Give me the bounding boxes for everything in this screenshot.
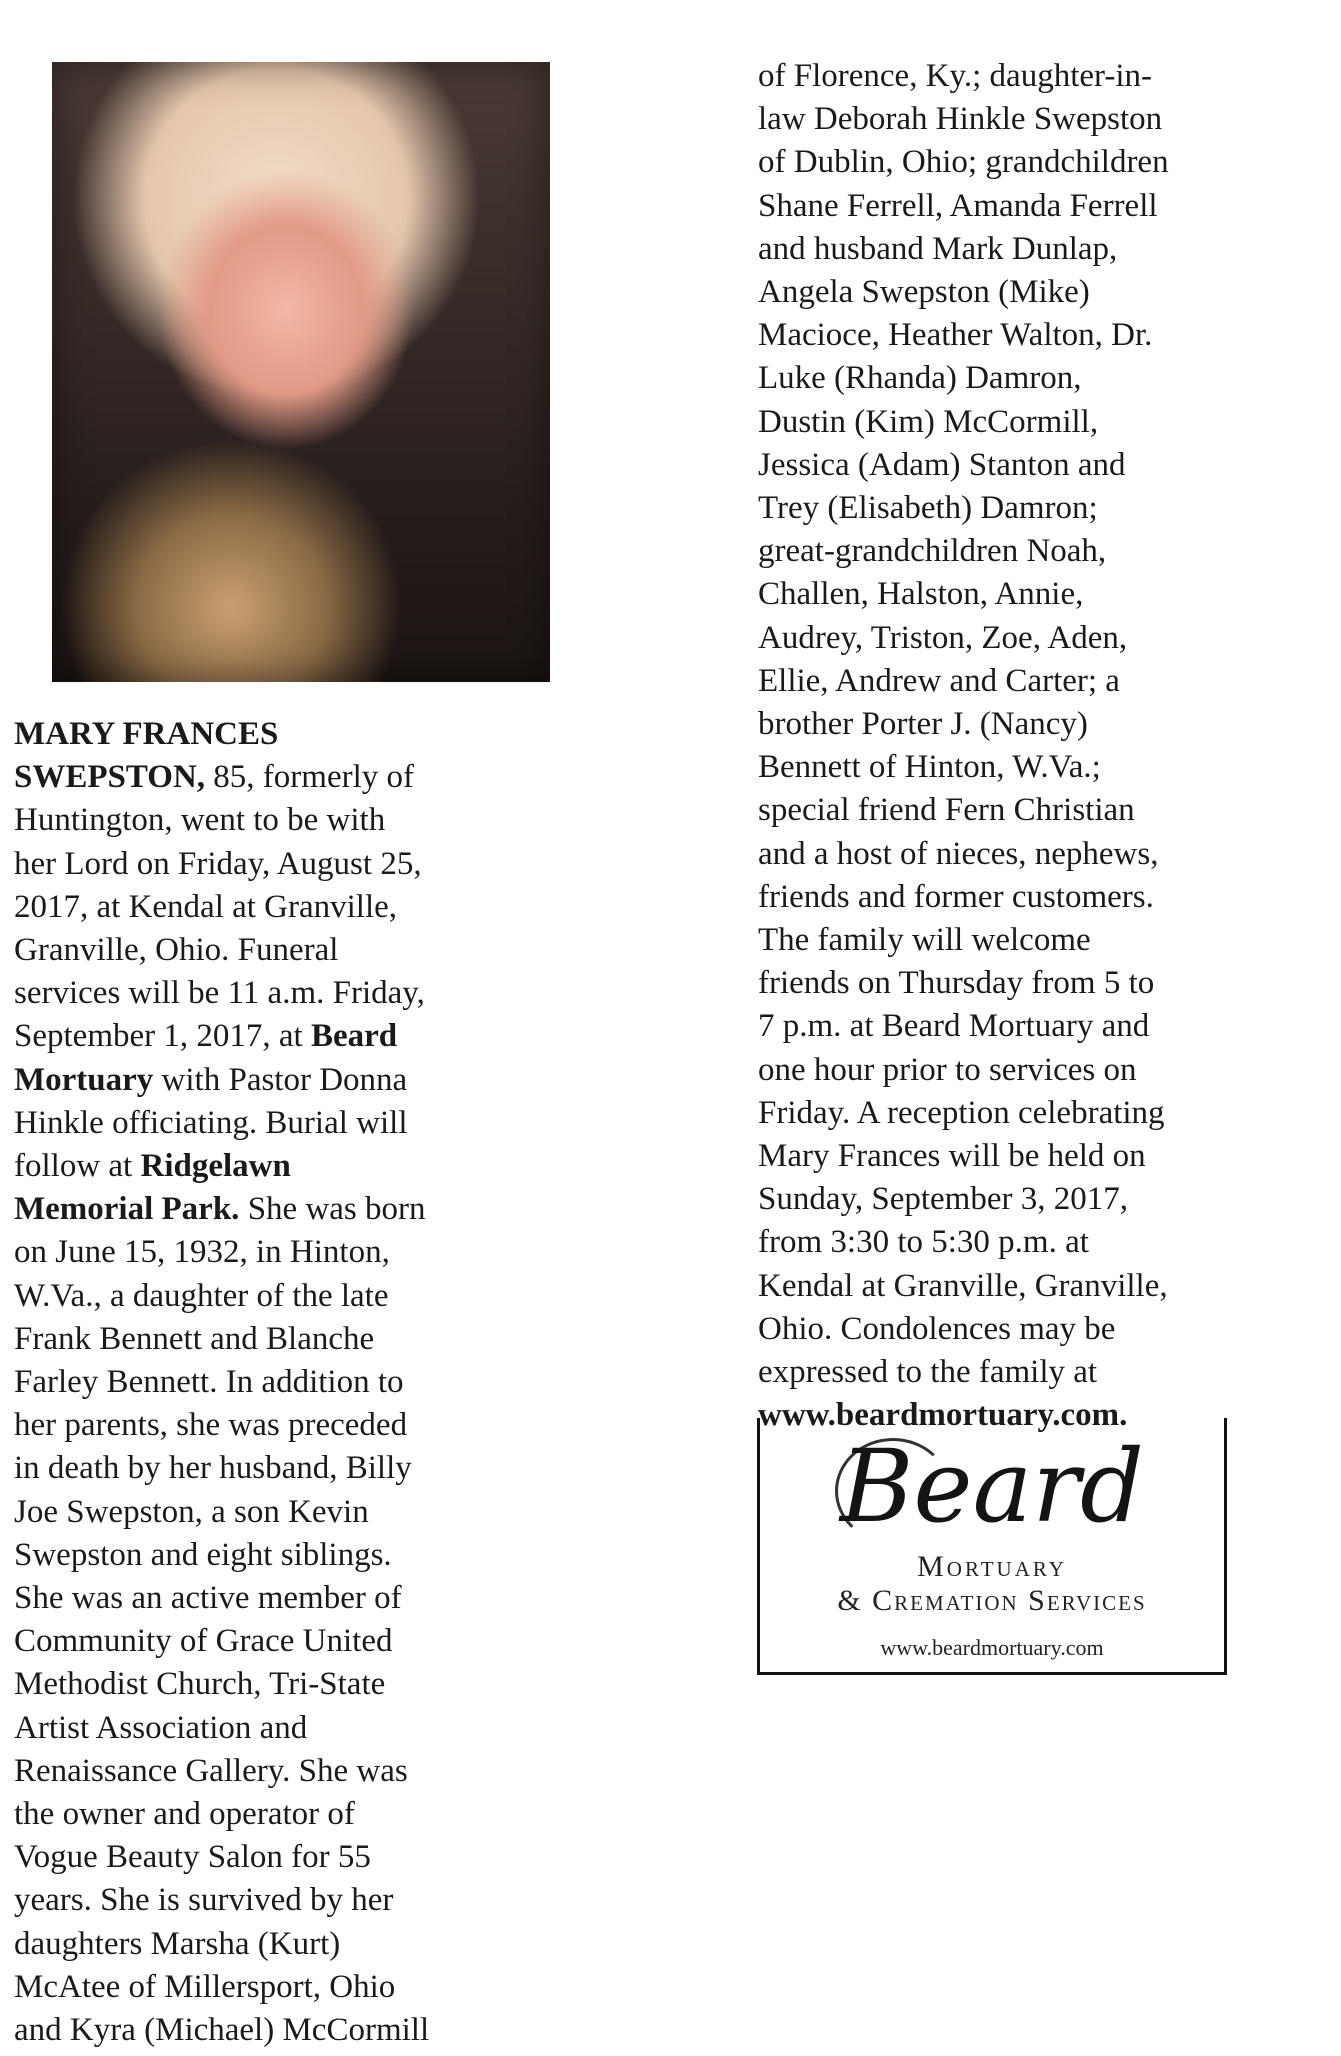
website-link-text: www.beardmortuary.com. [758, 1397, 1128, 1434]
obituary-line: the owner and operator of [14, 1796, 355, 1833]
obituary-line: Swepston and eight siblings. [14, 1536, 392, 1573]
obituary-left-column [14, 713, 494, 2052]
obituary-line: Joe Swepston, a son Kevin [14, 1493, 369, 1530]
obituary-line: great-grandchildren Noah, [758, 533, 1107, 570]
obituary-line: of Florence, Ky.; daughter-in- [758, 58, 1152, 94]
obituary-line: and a host of nieces, nephews, [758, 835, 1159, 872]
obituary-line: 2017, at Kendal at Granville, [14, 888, 398, 925]
obituary-line: McAtee of Millersport, Ohio [14, 1968, 396, 2005]
line-text: with Pastor Donna [153, 1061, 408, 1098]
ad-line-cremation: & Cremation Services [837, 1584, 1147, 1617]
obituary-line: on June 15, 1932, in Hinton, [14, 1234, 390, 1271]
obituary-line: Renaissance Gallery. She was [14, 1752, 408, 1789]
obituary-line: Friday. A reception celebrating [758, 1094, 1165, 1131]
obituary-line: Hinkle officiating. Burial will [14, 1104, 408, 1141]
obituary-line: friends and former customers. [758, 878, 1154, 915]
obituary-line: Macioce, Heather Walton, Dr. [758, 317, 1153, 354]
obituary-line: in death by her husband, Billy [14, 1450, 412, 1487]
line-text: follow at [14, 1148, 141, 1185]
bold-text: Memorial Park. [14, 1191, 240, 1228]
obituary-line: Shane Ferrell, Amanda Ferrell [758, 187, 1158, 224]
obituary-line: of Dublin, Ohio; grandchildren [758, 144, 1169, 181]
line-text: September 1, 2017, at [14, 1018, 311, 1055]
mortuary-ad [757, 1418, 1227, 1675]
obituary-line: Angela Swepston (Mike) [758, 274, 1090, 311]
obituary-line: her Lord on Friday, August 25, [14, 845, 422, 882]
obituary-line [14, 1015, 494, 1058]
obituary-line: Ellie, Andrew and Carter; a [758, 662, 1120, 699]
obituary-line: The family will welcome [758, 922, 1091, 959]
bold-text: SWEPSTON, [14, 759, 206, 796]
obituary-line: Farley Bennett. In addition to [14, 1364, 404, 1401]
portrait-photo [52, 62, 550, 682]
obituary-line: Vogue Beauty Salon for 55 [14, 1839, 371, 1876]
bold-text: Beard [310, 1018, 398, 1055]
obituary-line: Artist Association and [14, 1709, 308, 1746]
obituary-line: brother Porter J. (Nancy) [758, 706, 1088, 743]
obituary-line: Audrey, Triston, Zoe, Aden, [758, 619, 1128, 656]
obituary-line: years. She is survived by her [14, 1882, 394, 1919]
obituary-line: expressed to the family at [758, 1354, 1098, 1391]
obituary-line: Dustin (Kim) McCormill, [758, 403, 1099, 440]
obituary-line: 7 p.m. at Beard Mortuary and [758, 1008, 1150, 1045]
obituary-line [14, 1059, 494, 1102]
mortuary-logo: Beard [839, 1428, 1145, 1545]
obituary-line: special friend Fern Christian [758, 792, 1135, 829]
obituary-line: Luke (Rhanda) Damron, [758, 360, 1082, 397]
obituary-line: Sunday, September 3, 2017, [758, 1181, 1128, 1218]
obituary-line: one hour prior to services on [758, 1051, 1137, 1088]
obituary-line: Trey (Elisabeth) Damron; [758, 490, 1098, 527]
line-text: She was born [239, 1191, 426, 1228]
bold-text: Ridgelawn [140, 1148, 291, 1185]
obituary-line: daughters Marsha (Kurt) [14, 1925, 341, 1962]
obituary-line: W.Va., a daughter of the late [14, 1277, 389, 1314]
obituary-line: and Kyra (Michael) McCormill [14, 2012, 430, 2049]
obituary-line: Mary Frances will be held on [758, 1138, 1146, 1175]
obituary-line: She was an active member of [14, 1580, 402, 1617]
ad-line-mortuary: Mortuary [917, 1550, 1067, 1583]
obituary-right-column [758, 55, 1238, 1438]
obituary-line: Methodist Church, Tri-State [14, 1666, 386, 1703]
obituary-line: from 3:30 to 5:30 p.m. at [758, 1224, 1089, 1261]
obituary-line: and husband Mark Dunlap, [758, 230, 1118, 267]
ad-website: www.beardmortuary.com [880, 1635, 1104, 1660]
obituary-line: Ohio. Condolences may be [758, 1310, 1116, 1347]
obituary-line: law Deborah Hinkle Swepston [758, 101, 1163, 138]
obituary-line: Jessica (Adam) Stanton and [758, 446, 1126, 483]
obituary-line [14, 756, 494, 799]
deceased-name: MARY FRANCES [14, 716, 279, 752]
obituary-line: Kendal at Granville, Granville, [758, 1267, 1168, 1304]
obituary-line: services will be 11 a.m. Friday, [14, 975, 425, 1012]
obituary-line [14, 1188, 494, 1231]
bold-text: Mortuary [14, 1061, 154, 1098]
obituary-line: Community of Grace United [14, 1623, 393, 1660]
obituary-line: Challen, Halston, Annie, [758, 576, 1084, 613]
obituary-line [14, 1145, 494, 1188]
obituary-line: Huntington, went to be with [14, 802, 386, 839]
obituary-line: Frank Bennett and Blanche [14, 1320, 375, 1357]
obituary-line: Bennett of Hinton, W.Va.; [758, 749, 1101, 786]
obituary-line: her parents, she was preceded [14, 1407, 408, 1444]
line-text: 85, formerly of [205, 759, 414, 796]
obituary-line: Granville, Ohio. Funeral [14, 932, 339, 969]
obituary-line: friends on Thursday from 5 to [758, 965, 1155, 1002]
